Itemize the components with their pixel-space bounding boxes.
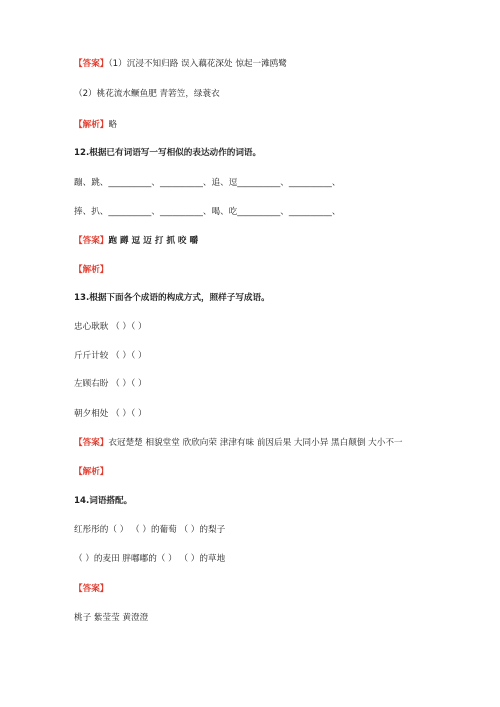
q13-answer	[74, 437, 403, 449]
q13-item: 左顾右盼 （ ）（ ）	[74, 379, 147, 389]
q13-item: 斤斤计较 （ ）（ ）	[74, 351, 147, 361]
analysis-tag: 【解析】	[74, 265, 109, 275]
q12-answer	[74, 235, 198, 247]
q14-row2: （ ）的麦田 胖嘟嘟的（ ） （ ）的草地	[74, 554, 226, 564]
q14-answer-label	[74, 583, 108, 595]
q13-title: 13.根据下面各个成语的构成方式，照样子写成语。	[74, 293, 270, 303]
answer-tag: 【答案】	[74, 584, 109, 594]
q11-analysis	[74, 119, 117, 131]
answer-tag: 【答案】	[74, 438, 109, 448]
q12-row1: 蹦、跳、__________、__________、追、逗__________、__________、	[74, 178, 341, 188]
q12-title: 12.根据已有词语写一写相似的表达动作的词语。	[74, 148, 262, 158]
answer-text: 跑 蹲 逗 迈 打 抓 咬 嚼	[108, 236, 199, 246]
q12-row2: 捧、扒、__________、__________、喝、吃__________、__________、	[74, 207, 341, 217]
q14-answer-text: 桃子 紫莹莹 黄澄澄	[74, 613, 149, 623]
analysis-text: 略	[108, 120, 117, 130]
q13-item: 朝夕相处 （ ）（ ）	[74, 409, 147, 419]
answer-tag: 【答案】	[74, 59, 109, 69]
q14-title: 14.词语搭配。	[74, 496, 133, 506]
analysis-tag: 【解析】	[74, 120, 109, 130]
answer-tag: 【答案】	[74, 236, 109, 246]
q13-analysis	[74, 466, 108, 478]
q12-analysis	[74, 264, 108, 276]
q11-answer-line1	[74, 58, 287, 70]
q14-row1: 红彤彤的（ ） （ ）的葡萄 （ ）的梨子	[74, 525, 226, 535]
q13-item: 忠心耿耿 （ ）（ ）	[74, 322, 147, 332]
answer-text: 衣冠楚楚 相貌堂堂 欣欣向荣 津津有味 前因后果 大同小异 黑白颠倒 大小不一	[108, 438, 403, 448]
answer-text: （1）沉浸不知归路 误入藕花深处 惊起一滩鸥鹭	[108, 59, 287, 69]
q11-answer-line2: （2）桃花流水鳜鱼肥 青箬笠，绿蓑衣	[74, 89, 220, 99]
analysis-tag: 【解析】	[74, 467, 109, 477]
